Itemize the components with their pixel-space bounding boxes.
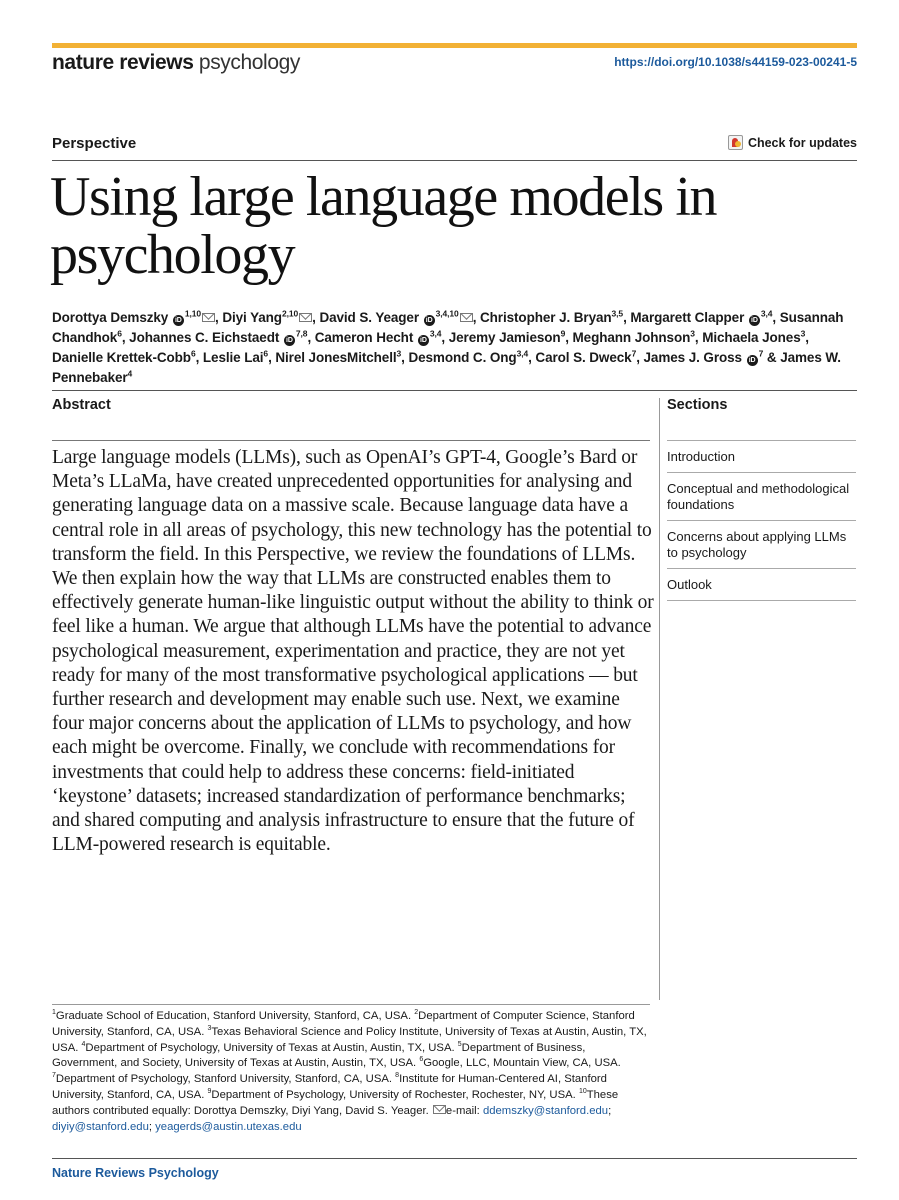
orcid-icon[interactable]: iD (424, 315, 435, 326)
footer-journal-name[interactable]: Nature Reviews Psychology (52, 1166, 219, 1180)
author-affil: 4 (127, 368, 133, 379)
email-label: e-mail: (445, 1104, 483, 1117)
divider (52, 440, 650, 441)
sections-nav (667, 440, 856, 601)
orcid-icon[interactable]: iD (284, 335, 295, 346)
crossmark-icon (728, 135, 743, 150)
sections-heading: Sections (667, 397, 728, 413)
author-list: Dorottya Demszky iD$^{1,10}$ , Diyi Yang$^{2,10}$ , David S. Yeager iD$^{3,4,10}$ , Christopher J. Bryan$^{3,5}$, Margarett Clapper iD$^{3,4}$, Susannah Chandhok$^6$, Johannes C. Eichstaedt iD$^{7,8}$, Cameron Hecht iD$^{3,4}$, Jeremy Jamieson$^9$, Meghann Johnson$^3$, Michaela Jones$^3$, Danielle Krettek-Cobb$^6$, Leslie Lai$^6$, Nirel JonesMitchell$^3$, Desmond C. Ong$^{3,4}$, Carol S. Dweck$^7$, James J. Gross $iD^7$ & James W. Pennebaker$^4$ (52, 308, 844, 385)
section-link-introduction[interactable]: Introduction (667, 440, 856, 472)
author[interactable]: Nirel JonesMitchell (275, 350, 397, 365)
abstract-text: Large language models (LLMs), such as OpenAI’s GPT-4, Google’s Bard or Meta’s LLaMa, have created unprecedented opportunities for analysing and generating language data on a massive scale. Because language data have a central role in all areas of psychology, this new technology has the potential to transform the field. In this Perspective, we review the foundations of LLMs. We then explain how the way that LLMs are constructed enables them to effectively generate human-like linguistic output without the ability to think or feel like a human. We argue that although LLMs have the potential to advance psychological measurement, experimentation and practice, they are not yet ready for many of the most transformative psychological applications — but further research and development may enable such use. Next, we examine four major concerns about the application of LLMs to psychology, and how each might be overcome. Finally, we conclude with recommendations for investments that could help to address these concerns: field-initiated ‘keystone’ datasets; increased standardization of performance benchmarks; and shared computing and analysis infrastructure to ensure that the future of LLM-powered research is equitable. (52, 447, 654, 856)
footnote-marker: 1 (52, 1009, 56, 1017)
divider (52, 160, 857, 161)
author[interactable]: Susannah Chandhok (52, 310, 844, 345)
orcid-icon[interactable]: iD (173, 315, 184, 326)
author[interactable]: Michaela Jones (702, 330, 801, 345)
divider (667, 600, 856, 601)
divider (52, 1004, 650, 1005)
doi-link[interactable]: https://doi.org/10.1038/s44159-023-00241-5 (614, 55, 857, 69)
affiliation: Department of Business, Government, and Society, University of Texas at Austin, Austin, TX, USA. (52, 1041, 586, 1070)
author-affil: 3,4 (516, 348, 529, 359)
author[interactable]: Leslie Lai (202, 350, 264, 365)
footnote-marker: 6 (419, 1056, 424, 1064)
author[interactable]: James J. Gross (643, 350, 742, 365)
author-affil: 3 (690, 328, 695, 339)
author[interactable]: Carol S. Dweck (535, 350, 632, 365)
author[interactable]: James W. Pennebaker (52, 350, 841, 385)
affiliations (52, 1009, 650, 1135)
divider (52, 390, 857, 391)
journal-logo-light: psychology (198, 51, 300, 74)
author[interactable]: Christopher J. Bryan (480, 310, 612, 325)
author-affil: 3,4 (760, 308, 773, 319)
affiliation: Department of Psychology, University of Rochester, Rochester, NY, USA. (211, 1088, 579, 1101)
author[interactable]: Diyi Yang (222, 310, 282, 325)
author[interactable]: Danielle Krettek-Cobb (52, 350, 191, 365)
affiliation: Department of Psychology, Stanford University, Stanford, CA, USA. (55, 1073, 396, 1086)
author-affil: 3 (800, 328, 806, 339)
author[interactable]: Jeremy Jamieson (448, 330, 561, 345)
email-icon[interactable] (202, 313, 215, 322)
affiliation: Department of Psychology, University of Texas at Austin, Austin, TX, USA. (85, 1041, 458, 1054)
affiliation: Department of Computer Science, Stanford University, Stanford, CA, USA. (52, 1010, 635, 1038)
footnote-marker: 10 (578, 1088, 587, 1096)
article-type: Perspective (52, 135, 137, 152)
footnote-marker: 4 (81, 1040, 86, 1048)
affiliation: Institute for Human-Centered AI, Stanford University, Stanford, CA, USA. (52, 1073, 607, 1101)
author[interactable]: David S. Yeager (319, 310, 419, 325)
affiliation: These authors contributed equally: Dorottya Demszky, Diyi Yang, David S. Yeager. (52, 1088, 619, 1117)
author-affil: 7 (631, 348, 637, 359)
orcid-icon[interactable]: iD (747, 355, 758, 366)
author-affil: 3 (396, 348, 402, 359)
orcid-icon[interactable]: iD (749, 315, 760, 326)
email-icon (433, 1105, 446, 1114)
author[interactable]: Meghann Johnson (572, 330, 691, 345)
author-affil: 7,8 (295, 328, 308, 339)
author-affil: 6 (117, 328, 122, 339)
author-affil: 3,4 (429, 328, 442, 339)
author-affil: 9 (560, 328, 566, 339)
footnote-marker: 5 (457, 1040, 462, 1048)
column-divider (659, 398, 660, 1000)
author[interactable]: Johannes C. Eichstaedt (129, 330, 280, 345)
separator: ; (608, 1104, 612, 1117)
affiliation: Graduate School of Education, Stanford University, Stanford, CA, USA. (55, 1010, 415, 1022)
author-affil: 6 (263, 348, 269, 359)
check-updates-label: Check for updates (747, 135, 857, 150)
author-affil: 3,5 (611, 308, 624, 319)
email-link[interactable]: diyiy@stanford.edu (52, 1120, 149, 1133)
footnote-marker: 8 (395, 1072, 400, 1080)
author-affil: 7 (758, 348, 764, 359)
brand-bar (52, 43, 857, 48)
author-affil: 3,4,10 (435, 308, 459, 319)
footnote-marker: 7 (52, 1072, 56, 1080)
section-link-concerns[interactable]: Concerns about applying LLMs to psychology (667, 520, 856, 568)
section-link-outlook[interactable]: Outlook (667, 568, 856, 600)
author[interactable]: Dorottya Demszky (52, 310, 169, 325)
separator: ; (148, 1120, 156, 1133)
footnote-marker: 2 (414, 1009, 419, 1017)
email-link[interactable]: ddemszky@stanford.edu (482, 1104, 609, 1117)
article-title: Using large language models in psychology (50, 166, 717, 286)
footnote-marker: 3 (207, 1025, 212, 1033)
abstract-heading: Abstract (52, 397, 111, 413)
author-affil: 2,10 (281, 308, 299, 319)
author[interactable]: Cameron Hecht (314, 330, 414, 345)
orcid-icon[interactable]: iD (418, 335, 429, 346)
email-icon[interactable] (460, 313, 473, 322)
author[interactable]: Desmond C. Ong (408, 350, 517, 365)
footnote-marker: 9 (207, 1088, 212, 1096)
author-affil: 1,10 (184, 308, 202, 319)
author-affil: 6 (190, 348, 196, 359)
divider (52, 1158, 857, 1159)
email-link[interactable]: yeagerds@austin.utexas.edu (155, 1120, 302, 1133)
author[interactable]: Margarett Clapper (630, 310, 745, 325)
affiliation: Texas Behavioral Science and Policy Institute, University of Texas at Austin, Austin, TX, USA. (52, 1025, 647, 1054)
affiliation: Google, LLC, Mountain View, CA, USA. (423, 1057, 621, 1070)
journal-logo[interactable] (52, 51, 300, 75)
email-icon[interactable] (299, 313, 312, 322)
check-updates-button[interactable] (728, 135, 857, 150)
journal-logo-bold: nature reviews (52, 51, 194, 74)
section-link-foundations[interactable]: Conceptual and methodological foundations (667, 472, 856, 520)
